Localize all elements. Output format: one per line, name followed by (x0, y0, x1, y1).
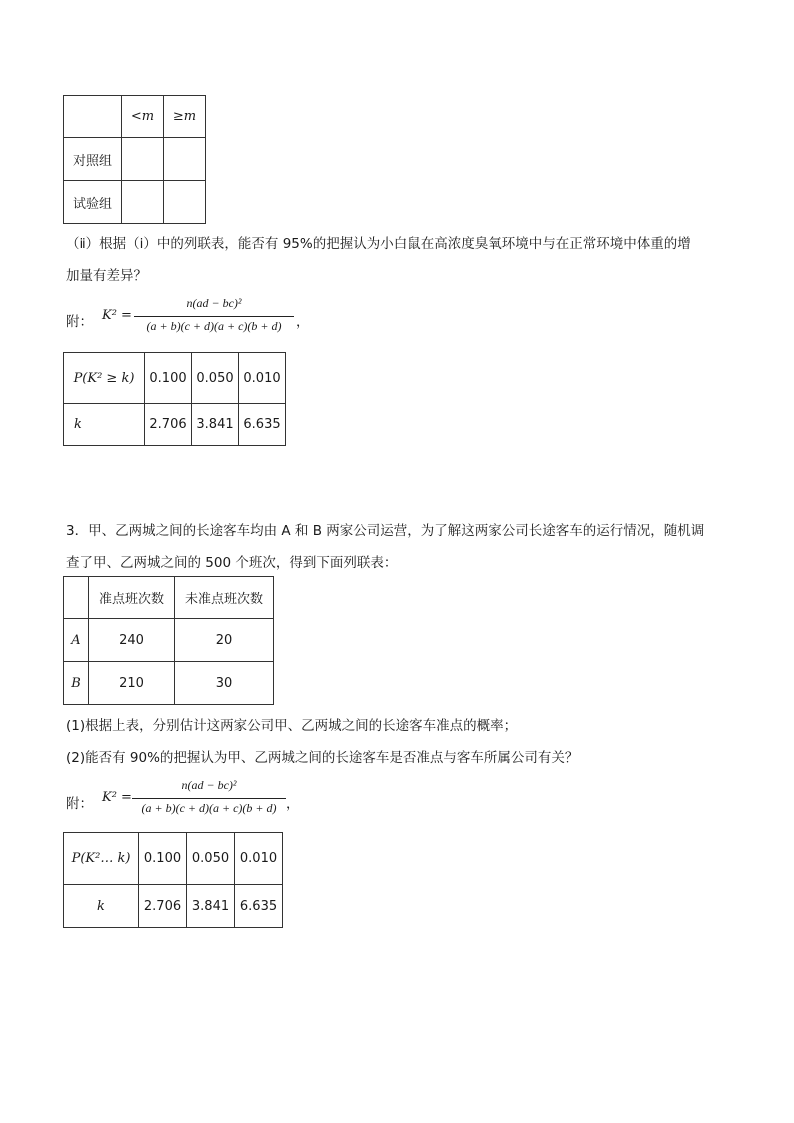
table-cell: 20 (175, 619, 274, 662)
row-label: k (64, 404, 145, 446)
row-label: B (64, 662, 89, 705)
sub-question-2: (2)能否有 90%的把握认为甲、乙两城之间的长途客车是否准点与客车所属公司有关？ (66, 750, 579, 766)
table-cell: 3.841 (187, 885, 235, 928)
table-cell: 30 (175, 662, 274, 705)
table-cell: 240 (89, 619, 175, 662)
table-header: 未准点班次数 (175, 577, 274, 619)
table-cell: 6.635 (235, 885, 283, 928)
formula-denominator: (a + b)(c + d)(a + c)(b + d) (141, 801, 277, 815)
fraction-bar (134, 316, 294, 317)
formula-denominator: (a + b)(c + d)(a + c)(b + d) (146, 319, 282, 333)
table-cell (122, 138, 164, 181)
critical-value-table-2 (63, 832, 283, 928)
formula-numerator: n(ad − bc)² (181, 778, 237, 792)
row-label: P(K² ≥ k) (64, 353, 145, 404)
table-header: 准点班次数 (89, 577, 175, 619)
table-cell (122, 181, 164, 224)
table-header: <m (122, 96, 164, 138)
row-label: P(K²… k) (64, 833, 139, 885)
row-label: A (64, 619, 89, 662)
table-cell (64, 577, 89, 619)
table-cell: 210 (89, 662, 175, 705)
table-cell: 0.010 (239, 353, 286, 404)
sub-question-1: (1)根据上表，分别估计这两家公司甲、乙两城之间的长途客车准点的概率； (66, 718, 518, 734)
table-cell (164, 138, 206, 181)
table-cell: 6.635 (239, 404, 286, 446)
row-label: k (64, 885, 139, 928)
table-cell: 2.706 (145, 404, 192, 446)
formula-lhs: K² = (102, 790, 132, 805)
table-cell: 0.010 (235, 833, 283, 885)
row-label: 对照组 (64, 138, 122, 181)
formula-prefix: 附： (66, 796, 93, 812)
table-cell: 2.706 (139, 885, 187, 928)
formula-numerator: n(ad − bc)² (186, 296, 242, 310)
question-ii-line1: （ⅱ）根据（ⅰ）中的列联表，能否有 95%的把握认为小白鼠在高浓度臭氧环境中与在正常环境中体重的增 (66, 236, 691, 252)
bus-punctuality-table (63, 576, 274, 705)
row-label: 试验组 (64, 181, 122, 224)
formula-suffix: ， (296, 314, 310, 330)
table-cell (64, 96, 122, 138)
table-cell: 0.050 (192, 353, 239, 404)
table-cell: 3.841 (192, 404, 239, 446)
table-cell (164, 181, 206, 224)
formula-prefix: 附： (66, 314, 93, 330)
table-cell: 0.100 (139, 833, 187, 885)
table-cell: 0.100 (145, 353, 192, 404)
table-header: ≥m (164, 96, 206, 138)
formula-lhs: K² = (102, 308, 132, 323)
critical-value-table-1 (63, 352, 286, 446)
control-experiment-table (63, 95, 206, 224)
formula-suffix: ， (286, 796, 300, 812)
fraction-bar (132, 798, 286, 799)
problem-3-line1: 3．甲、乙两城之间的长途客车均由 A 和 B 两家公司运营，为了解这两家公司长途客车的运行情况，随机调 (66, 523, 705, 539)
question-ii-line2: 加量有差异？ (66, 268, 147, 284)
problem-3-line2: 查了甲、乙两城之间的 500 个班次，得到下面列联表： (66, 555, 398, 571)
table-cell: 0.050 (187, 833, 235, 885)
